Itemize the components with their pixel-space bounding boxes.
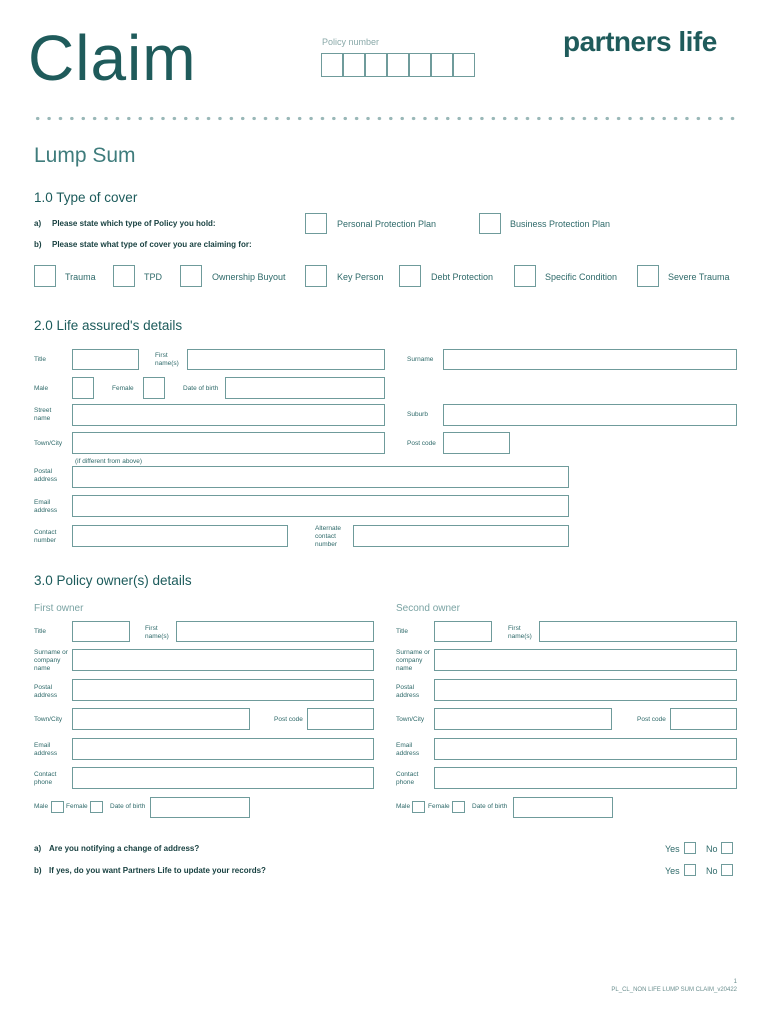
owner1-input-surname[interactable]	[72, 649, 374, 671]
option-tpd: TPD	[144, 272, 162, 282]
owner1-input-title[interactable]	[72, 621, 130, 642]
first-owner-heading: First owner	[34, 603, 84, 614]
owner2-input-title[interactable]	[434, 621, 492, 642]
owner2-checkbox-female[interactable]	[452, 801, 465, 813]
owner2-label-title: Title	[396, 628, 409, 635]
label-suburb: Suburb	[407, 411, 428, 418]
owner1-label-phone: Contact phone	[34, 771, 57, 786]
owner2-input-first-name[interactable]	[539, 621, 737, 642]
dotted-divider	[32, 116, 738, 121]
owner2-input-email[interactable]	[434, 738, 737, 760]
owner1-input-postal[interactable]	[72, 679, 374, 701]
label-no-address: No	[706, 844, 718, 854]
option-severe-trauma: Severe Trauma	[668, 272, 730, 282]
label-postcode: Post code	[407, 440, 436, 447]
input-title[interactable]	[72, 349, 139, 370]
page-number: 1	[733, 979, 737, 985]
owner1-checkbox-male[interactable]	[51, 801, 64, 813]
input-contact[interactable]	[72, 525, 288, 547]
input-postal[interactable]	[72, 466, 569, 488]
owner1-input-email[interactable]	[72, 738, 374, 760]
owner1-label-surname: Surname or company name	[34, 649, 68, 672]
owner2-label-postcode: Post code	[637, 716, 666, 723]
question-policy-type: Please state which type of Policy you hold:	[52, 219, 216, 228]
policy-digit-1[interactable]	[321, 53, 343, 77]
option-key-person: Key Person	[337, 272, 384, 282]
checkbox-female[interactable]	[143, 377, 165, 399]
owner2-label-phone: Contact phone	[396, 771, 419, 786]
label-surname: Surname	[407, 356, 434, 363]
section-3-heading: 3.0 Policy owner(s) details	[34, 573, 192, 588]
label-yes-records: Yes	[665, 866, 680, 876]
input-postcode[interactable]	[443, 432, 510, 454]
question-update-records: If yes, do you want Partners Life to update your records?	[49, 866, 266, 875]
checkbox-yes-address[interactable]	[684, 842, 696, 854]
checkbox-personal-protection[interactable]	[305, 213, 327, 234]
checkbox-key-person[interactable]	[305, 265, 327, 287]
checkbox-debt-protection[interactable]	[399, 265, 421, 287]
partners-life-logo: partners life	[563, 26, 717, 57]
option-debt-protection: Debt Protection	[431, 272, 494, 282]
owner1-input-first-name[interactable]	[176, 621, 374, 642]
owner1-label-email: Email address	[34, 742, 58, 757]
owner1-label-first-name: First name(s)	[145, 625, 169, 640]
policy-digit-2[interactable]	[343, 53, 365, 77]
option-ownership-buyout: Ownership Buyout	[212, 272, 286, 282]
checkbox-no-records[interactable]	[721, 864, 733, 876]
checkbox-yes-records[interactable]	[684, 864, 696, 876]
document-code: PL_CL_NON LIFE LUMP SUM CLAIM_v20422	[611, 987, 737, 993]
input-town[interactable]	[72, 432, 385, 454]
checkbox-no-address[interactable]	[721, 842, 733, 854]
owner1-label-male: Male	[34, 803, 49, 810]
option-trauma: Trauma	[65, 272, 96, 282]
question-b-letter: b)	[34, 240, 42, 249]
owner1-input-town[interactable]	[72, 708, 250, 730]
checkbox-tpd[interactable]	[113, 265, 135, 287]
input-surname[interactable]	[443, 349, 737, 370]
checkbox-male[interactable]	[72, 377, 94, 399]
input-alt-contact[interactable]	[353, 525, 569, 547]
owner1-label-postcode: Post code	[274, 716, 303, 723]
label-dob: Date of birth	[183, 385, 219, 392]
option-personal-protection: Personal Protection Plan	[337, 219, 437, 229]
owner2-label-dob: Date of birth	[472, 803, 508, 810]
owner2-label-postal: Postal address	[396, 684, 420, 699]
label-town: Town/City	[34, 440, 63, 447]
postal-note: (if different from above)	[75, 458, 143, 465]
label-no-records: No	[706, 866, 718, 876]
input-suburb[interactable]	[443, 404, 737, 426]
question-address-letter: a)	[34, 844, 42, 853]
checkbox-ownership-buyout[interactable]	[180, 265, 202, 287]
label-first-name: First name(s)	[155, 352, 179, 367]
owner2-input-phone[interactable]	[434, 767, 737, 789]
label-title: Title	[34, 356, 47, 363]
policy-digit-4[interactable]	[387, 53, 409, 77]
checkbox-business-protection[interactable]	[479, 213, 501, 234]
checkbox-severe-trauma[interactable]	[637, 265, 659, 287]
owner1-input-postcode[interactable]	[307, 708, 374, 730]
label-alt-contact: Alternate contact number	[315, 525, 342, 548]
input-first-name[interactable]	[187, 349, 385, 370]
owner1-input-phone[interactable]	[72, 767, 374, 789]
form-title-claim: Claim	[28, 22, 197, 94]
owner1-label-town: Town/City	[34, 716, 63, 723]
owner2-input-surname[interactable]	[434, 649, 737, 671]
input-dob[interactable]	[225, 377, 385, 399]
checkbox-specific-condition[interactable]	[514, 265, 536, 287]
owner2-input-dob[interactable]	[513, 797, 613, 818]
owner1-label-title: Title	[34, 628, 47, 635]
input-email[interactable]	[72, 495, 569, 517]
policy-digit-3[interactable]	[365, 53, 387, 77]
input-street[interactable]	[72, 404, 385, 426]
owner2-label-male: Male	[396, 803, 411, 810]
owner2-checkbox-male[interactable]	[412, 801, 425, 813]
owner2-label-surname: Surname or company name	[396, 649, 430, 672]
owner2-label-first-name: First name(s)	[508, 625, 532, 640]
form-subtitle: Lump Sum	[34, 144, 136, 167]
owner2-input-town[interactable]	[434, 708, 612, 730]
owner1-label-female: Female	[66, 803, 88, 810]
owner1-input-dob[interactable]	[150, 797, 250, 818]
label-contact: Contact number	[34, 529, 57, 544]
label-yes-address: Yes	[665, 844, 680, 854]
question-address-change: Are you notifying a change of address?	[49, 844, 200, 853]
option-specific-condition: Specific Condition	[545, 272, 618, 282]
second-owner-heading: Second owner	[396, 603, 460, 614]
label-postal: Postal address	[34, 468, 58, 483]
checkbox-trauma[interactable]	[34, 265, 56, 287]
question-cover-type: Please state what type of cover you are claiming for:	[52, 240, 252, 249]
label-email: Email address	[34, 499, 58, 514]
label-female: Female	[112, 385, 134, 392]
option-business-protection: Business Protection Plan	[510, 219, 611, 229]
policy-digit-5[interactable]	[409, 53, 431, 77]
owner1-label-dob: Date of birth	[110, 803, 146, 810]
question-a-letter: a)	[34, 219, 42, 228]
owner2-label-email: Email address	[396, 742, 420, 757]
section-2-heading: 2.0 Life assured's details	[34, 318, 183, 333]
label-male: Male	[34, 385, 49, 392]
question-records-letter: b)	[34, 866, 42, 875]
owner2-label-female: Female	[428, 803, 450, 810]
policy-number-label: Policy number	[322, 37, 380, 47]
label-street: Street name	[34, 407, 52, 422]
owner1-checkbox-female[interactable]	[90, 801, 103, 813]
owner2-label-town: Town/City	[396, 716, 425, 723]
owner1-label-postal: Postal address	[34, 684, 58, 699]
policy-digit-6[interactable]	[431, 53, 453, 77]
owner2-input-postal[interactable]	[434, 679, 737, 701]
policy-number-boxes[interactable]	[321, 53, 475, 77]
policy-digit-7[interactable]	[453, 53, 475, 77]
owner2-input-postcode[interactable]	[670, 708, 737, 730]
section-1-heading: 1.0 Type of cover	[34, 190, 138, 205]
